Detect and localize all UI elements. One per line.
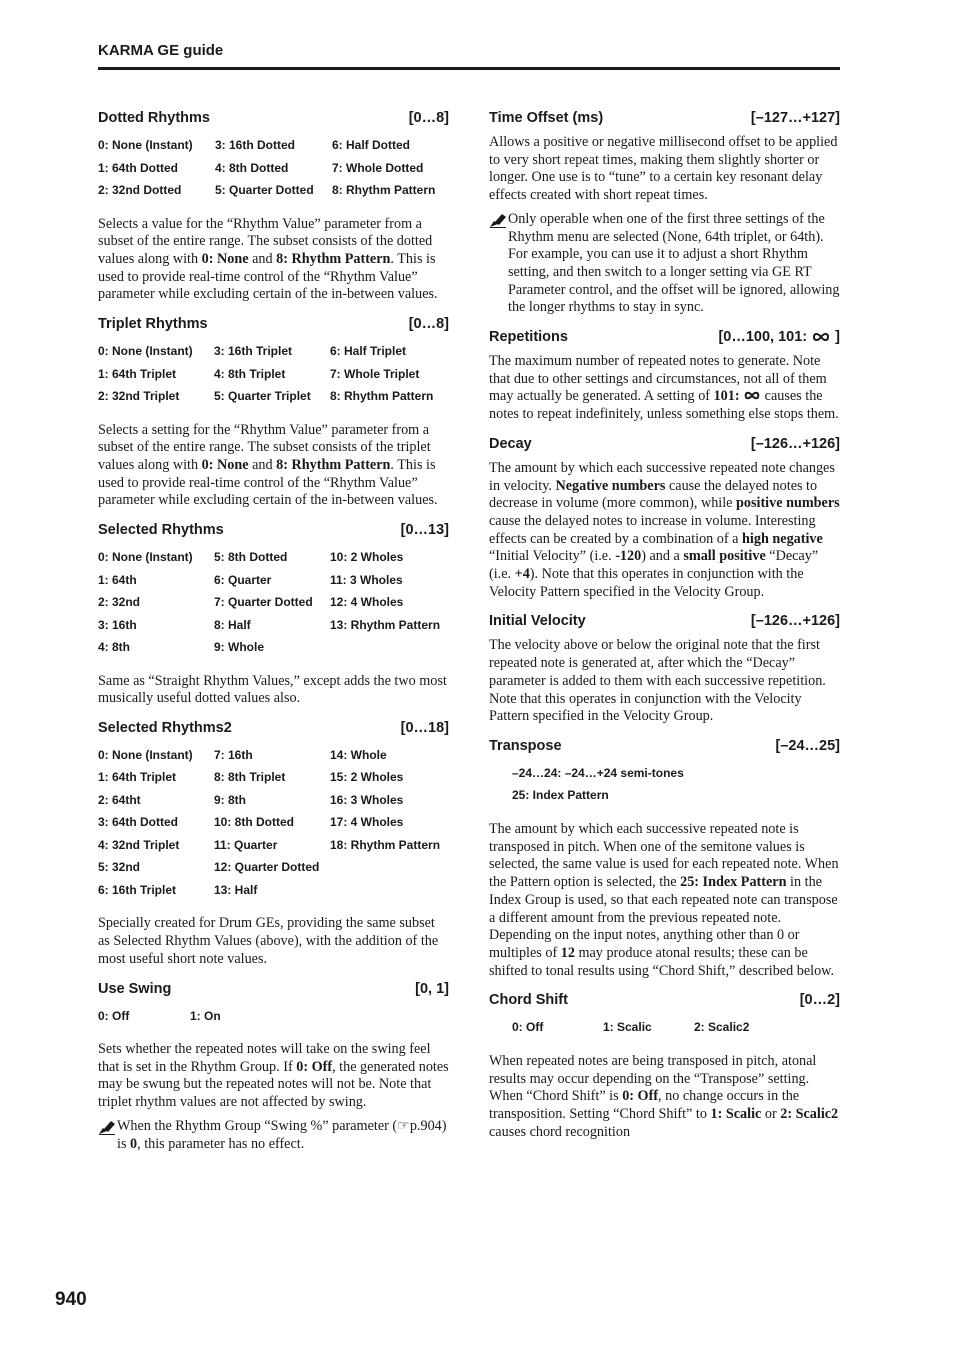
option-item: 6: Quarter [214,572,272,587]
param-range: [0…2] [799,992,840,1009]
option-item: 1: Scalic [603,1020,652,1035]
param-range: [0…8] [408,316,449,333]
option-item: 18: Rhythm Pattern [330,837,441,852]
param-heading-repetitions [489,327,840,347]
param-name: Selected Rhythms [98,522,224,539]
description-triplet-rhythms: Selects a setting for the “Rhythm Value” parameter from a subset of the entire range. The subset consists of the triplet values along with 0: None and 8: Rhythm Pattern. This is used to provide real-time control of the “Rhythm Value” parameter while excluding certain of the in-between values. [98,421,438,509]
param-name: Use Swing [98,980,172,997]
param-heading-transpose [489,736,840,756]
description-decay: The amount by which each successive repeated note changes in velocity. Negative numbers cause the delayed notes to decrease in volume (more common), while positive numbers cause the delayed notes to increase in volume. Interesting effects can be created by a combination of a high negative “Initial Velocity” (i.e. -120) and a small positive “Decay” (i.e. +4). Note that this operates in conjunction with the Velocity Pattern specified in the Velocity Group. [489,459,840,600]
option-item: 8: 8th Triplet [214,770,286,785]
option-item: 8: Rhythm Pattern [330,389,434,404]
option-item: 2: 32nd [98,595,141,610]
option-item: 0: None (Instant) [98,747,193,762]
options-selected-rhythms [98,546,449,659]
description-use-swing: Sets whether the repeated notes will take on the swing feel that is set in the Rhythm Group. If 0: Off, the generated notes may be swung but the repeated notes will not be. Note that triplet rhythm values are not affected by swing. [98,1041,449,1111]
option-item: 3: 16th Dotted [215,138,296,152]
option-item: 9: 8th [214,792,247,807]
right-column [489,108,840,1151]
option-item: 13: Half [214,882,258,897]
option-item: –24…24: –24…+24 semi-tones [512,765,684,780]
option-item: 3: 64th Dotted [98,815,179,830]
param-heading-dotted-rhythms [98,108,449,128]
note-text: When the Rhythm Group “Swing %” parameter (☞p.904) is 0, this parameter has no effect. [117,1117,447,1152]
pencil-note-icon [489,211,508,317]
option-item: 8: Half [214,617,251,632]
option-item: 7: 16th [214,747,253,762]
param-heading-triplet-rhythms [98,314,449,334]
param-range: [0…100, 101: ] [718,329,840,346]
option-item: 6: Half Dotted [332,138,410,152]
option-item: 2: Scalic2 [694,1020,750,1035]
description-chord-shift: When repeated notes are being transposed in pitch, atonal results may occur depending on the “Transpose” setting. When “Chord Shift” is 0: Off, no change occurs in the transposition. Setting “Chord Shift” to 1: Scalic or 2: Scalic2 causes chord recognition [489,1052,839,1140]
option-item: 11: 3 Wholes [330,572,403,587]
param-range: [–127…+127] [750,110,840,126]
param-name: Chord Shift [489,992,568,1009]
options-chord-shift [489,1016,840,1039]
option-item: 10: 2 Wholes [330,550,404,565]
option-item: 12: Quarter Dotted [214,860,320,875]
option-item: 7: Whole Triplet [330,366,420,381]
option-item: 5: 8th Dotted [214,550,288,565]
param-range: [0…18] [400,719,449,736]
option-item: 13: Rhythm Pattern [330,617,441,632]
option-item: 3: 16th Triplet [214,344,293,359]
option-item: 1: 64th Triplet [98,366,177,381]
param-name: Decay [489,435,532,452]
option-item [330,636,449,659]
infinity-icon [811,329,831,345]
option-item: 1: 64th [98,572,137,587]
option-item: 5: Quarter Triplet [214,389,311,404]
option-item: 16: 3 Wholes [330,792,404,807]
option-item: 4: 8th Triplet [214,366,286,381]
option-item: 10: 8th Dotted [214,815,295,830]
options-dotted-rhythms [98,134,449,202]
param-range: [–126…+126] [750,435,840,452]
description-selected-rhythms2: Specially created for Drum GEs, providing the same subset as Selected Rhythm Values (above), with the addition of the most useful short note values. [98,915,439,967]
option-item: 15: 2 Wholes [330,770,404,785]
option-item: 1: 64th Dotted [98,160,179,175]
option-item [330,856,449,879]
option-item: 3: 16th [98,617,137,632]
options-triplet-rhythms [98,340,449,408]
param-heading-selected-rhythms2 [98,718,449,738]
option-item: 7: Quarter Dotted [214,595,313,610]
param-name: Time Offset (ms) [489,110,604,126]
note-text: Only operable when one of the first three settings of the Rhythm menu are selected (None, 64th triplet, or 64th). For example, you can use it to adjust a short Rhythm setting, and then switch to a longer setting via GE RT Parameter control, and the offset will be ignored, allowing the longer rhythms to stay in sync. [508,210,840,316]
param-heading-use-swing [98,979,449,999]
pencil-note-icon [98,1118,117,1153]
option-item: 0: None (Instant) [98,344,193,359]
note-time-offset [489,211,840,317]
param-name: Initial Velocity [489,613,586,630]
left-column [98,108,449,1163]
param-range: [0…8] [408,110,449,126]
description-repetitions: The maximum number of repeated notes to generate. Note that due to other settings and circumstances, not all of them may actually be generated. A setting of 101: causes the notes to repeat indefinitely, unless something else stops them. [489,353,839,423]
option-item: 0: None (Instant) [98,550,193,565]
infinity-icon [743,388,761,404]
option-item: 7: Whole Dotted [332,160,424,175]
param-name: Transpose [489,737,562,754]
description-transpose: The amount by which each successive repeated note is transposed in pitch. When one of the semitone values is selected, the same value is used for each repeated note. When the Pattern option is selected, the 25: Index Pattern in the Index Group is used, so that each repeated note can transpose a different amount from the previous repeated note. Depending on the input notes, anything other than 0 or multiples of 12 may produce atonal results; these can be shifted to tonal results using “Chord Shift,” described below. [489,820,839,979]
options-selected-rhythms2 [98,744,449,902]
param-heading-initial-velocity [489,611,840,631]
option-item: 4: 32nd Triplet [98,837,180,852]
running-header: KARMA GE guide [98,42,224,59]
param-name: Triplet Rhythms [98,316,208,333]
description-dotted-rhythms: Selects a value for the “Rhythm Value” parameter from a subset of the entire range. The subset consists of the dotted values along with 0: None and 8: Rhythm Pattern. This is used to provide real-time control of the “Rhythm Value” parameter while excluding certain of the in-between values. [98,215,438,303]
param-heading-decay [489,434,840,454]
page-number: 940 [55,1289,87,1310]
param-range: [0, 1] [415,980,449,997]
option-item [330,879,449,902]
option-item: 9: Whole [214,640,264,655]
option-item: 17: 4 Wholes [330,815,404,830]
option-item: 2: 32nd Triplet [98,389,180,404]
description-time-offset: Allows a positive or negative millisecond offset to be applied to very short repeat times, making them slightly shorter or longer. One use is to “tune” to a certain key resonant delay effects created with short repeat times. [489,134,838,204]
option-item: 5: 32nd [98,860,141,875]
option-item: 1: On [190,1008,221,1023]
param-name: Selected Rhythms2 [98,719,232,736]
option-item: 8: Rhythm Pattern [332,183,436,197]
param-range: [0…13] [400,522,449,539]
option-item: 25: Index Pattern [512,788,609,803]
option-item: 5: Quarter Dotted [215,183,314,197]
description-selected-rhythms: Same as “Straight Rhythm Values,” except adds the two most musically useful dotted values also. [98,672,447,707]
option-item: 1: 64th Triplet [98,770,177,785]
option-item: 0: Off [512,1020,544,1035]
option-item: 2: 64tht [98,792,141,807]
options-use-swing [98,1005,449,1028]
option-item: 4: 8th Dotted [215,160,289,175]
option-item: 2: 32nd Dotted [98,183,182,197]
option-item: 4: 8th [98,640,131,655]
param-range: [–126…+126] [750,613,840,630]
description-initial-velocity: The velocity above or below the original note that the first repeated note is generated at, after which the “Decay” parameter is added to them with each successive repetition. Note that this operates in conjunction with the Velocity Pattern specified in the Velocity Group. [489,637,826,725]
option-item: 11: Quarter [214,837,278,852]
header-rule [98,67,840,70]
param-range: [–24…25] [775,737,840,754]
option-item: 14: Whole [330,747,387,762]
param-name: Dotted Rhythms [98,110,210,126]
note-use-swing [98,1118,449,1153]
option-item: 0: None (Instant) [98,138,193,152]
param-heading-chord-shift [489,990,840,1010]
param-heading-time-offset [489,108,840,128]
option-item: 0: Off [98,1008,130,1023]
option-item: 6: Half Triplet [330,344,407,359]
option-item: 12: 4 Wholes [330,595,404,610]
options-transpose [489,762,840,807]
param-name: Repetitions [489,329,568,346]
option-item: 6: 16th Triplet [98,882,177,897]
param-heading-selected-rhythms [98,520,449,540]
